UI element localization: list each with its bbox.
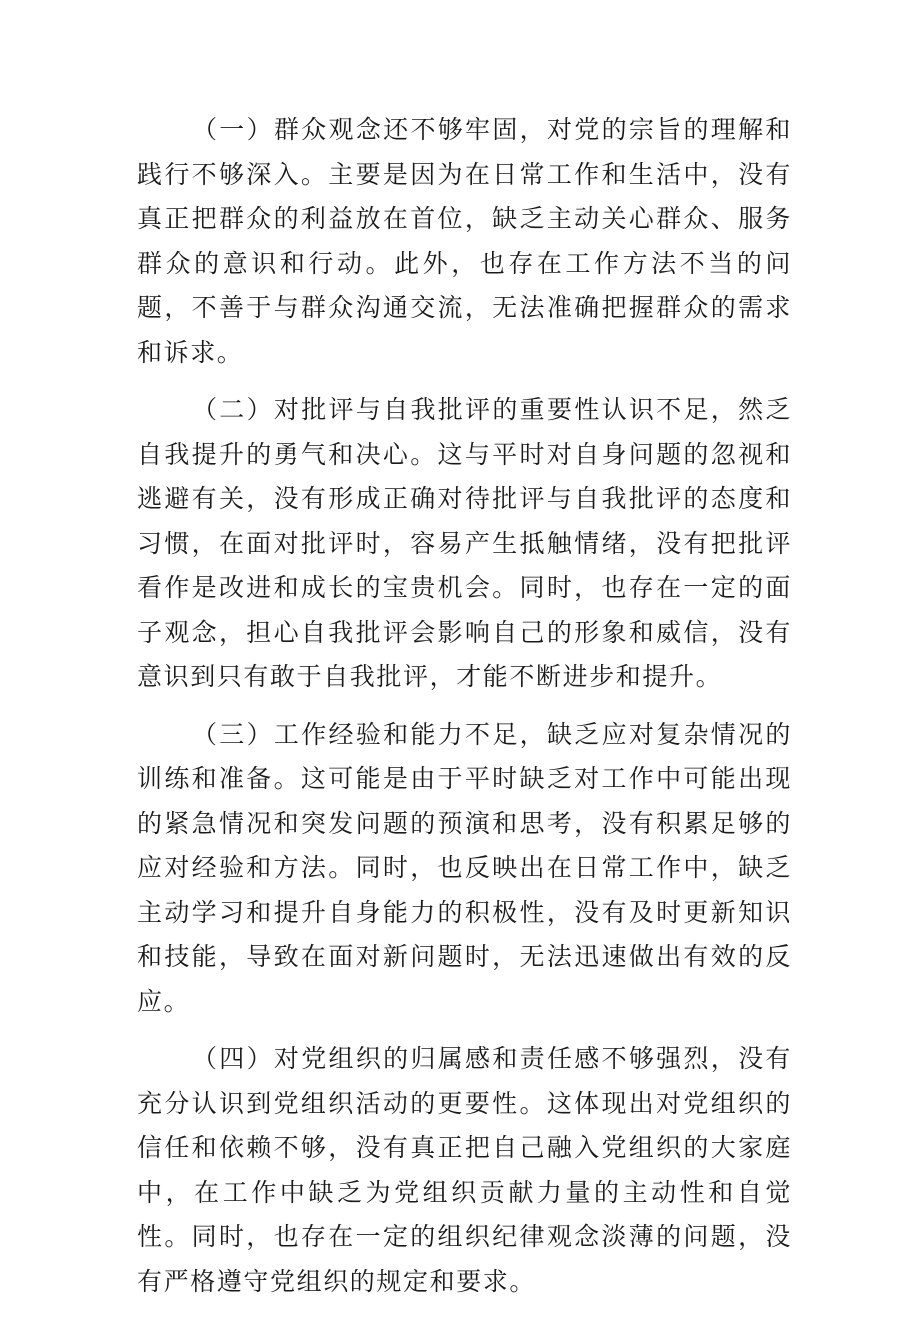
paragraph-2: （二）对批评与自我批评的重要性认识不足，然乏自我提升的勇气和决心。这与平时对自身问题的忽视和逃避有关，没有形成正确对待批评与自我批评的态度和习惯，在面对批评时，容易产生抵触情绪，没有把批评看作是改进和成长的宝贵机会。同时，也存在一定的面子观念，担心自我批评会影响自己的形象和威信，没有意识到只有敢于自我批评，才能不断进步和提升。 bbox=[137, 395, 792, 691]
paragraph-4: （四）对党组织的归属感和责任感不够强烈，没有充分认识到党组织活动的更要性。这体现出对党组织的信任和依赖不够，没有真正把自己融入党组织的大家庭中，在工作中缺乏为党组织贡献力量的主动性和自觉性。同时，也存在一定的组织纪律观念淡薄的问题，没有严格遵守党组织的规定和要求。 bbox=[137, 1044, 792, 1296]
paragraph-1: （一）群众观念还不够牢固，对党的宗旨的理解和践行不够深入。主要是因为在日常工作和生活中，没有真正把群众的利益放在首位，缺乏主动关心群众、服务群众的意识和行动。此外，也存在工作方法不当的问题，不善于与群众沟通交流，无法准确把握群众的需求和诉求。 bbox=[137, 115, 792, 367]
paragraph-3: （三）工作经验和能力不足，缺乏应对复杂情况的训练和准备。这可能是由于平时缺乏对工作中可能出现的紧急情况和突发问题的预演和思考，没有积累足够的应对经验和方法。同时，也反映出在日常工作中，缺乏主动学习和提升自身能力的积极性，没有及时更新知识和技能，导致在面对新问题时，无法迅速做出有效的反应。 bbox=[137, 719, 792, 1016]
document-body bbox=[137, 108, 792, 1317]
